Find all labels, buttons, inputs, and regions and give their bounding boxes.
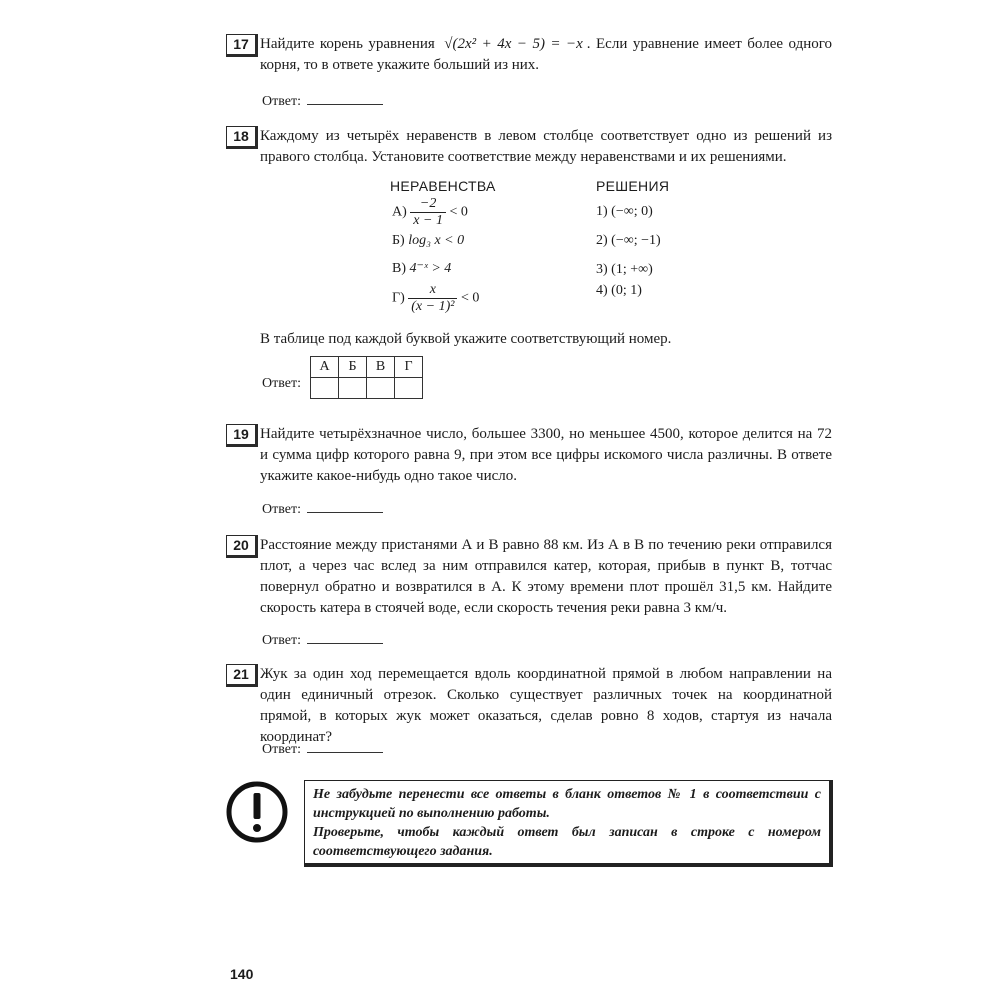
task-number: 20 [226, 535, 258, 558]
answer-label: Ответ: [262, 502, 301, 517]
table-header-b: Б [339, 357, 367, 378]
task-text: Найдите корень уравнения √(2x² + 4x − 5) = −x . Если уравнение имеет более одного корня, то в ответе укажите больший из них. [260, 36, 833, 73]
task-text: Жук за один ход перемещается вдоль координатной прямой в любом направлении на один единичный отрезок. Сколько существует различных точек на координатной прямой, в которых жук может оказаться, сделав ровно 8 ходов, стартуя из начала координат? [260, 666, 832, 745]
equation: √(2x² + 4x − 5) = −x [444, 36, 583, 52]
fraction: $\frac{-2}{x - 1}$ [410, 196, 446, 229]
answer-field [262, 738, 383, 758]
answer-field [262, 90, 383, 110]
task-text: Расстояние между пристанями А и В равно 88 км. Из А в В по течению реки отправился плот, а через час вслед за ним отправился катер, которая, прибыв в пункт В, тотчас повернул обратно и возвратился в А. К этому времени плот прошёл 31,5 км. Найдите скорость катера в стоячей воде, если скорость течения реки равна 3 км/ч. [260, 537, 832, 616]
exclamation-circle-icon [225, 780, 289, 844]
answer-label: Ответ: [262, 742, 301, 757]
task-17 [226, 34, 832, 114]
answer-field [262, 498, 383, 518]
task-number: 21 [226, 664, 258, 687]
answer-label: Ответ: [262, 376, 301, 391]
solutions-header: РЕШЕНИЯ [596, 178, 670, 194]
answer-field [262, 629, 383, 649]
task-21 [226, 664, 832, 764]
solution-3: 3) (1; +∞) [596, 262, 653, 277]
inequality-v: В) 4⁻ˣ > 4 [392, 261, 452, 276]
answer-line[interactable] [307, 738, 383, 753]
answer-label: Ответ: [262, 633, 301, 648]
task-number: 18 [226, 126, 258, 149]
task-text: Найдите четырёхзначное число, большее 3300, но меньшее 4500, которое делится на 72 и сумма цифр которого равна 9, при этом все цифры искомого числа различны. В ответе укажите какое-нибудь одно такое число. [260, 426, 832, 484]
task-18 [226, 126, 832, 416]
answer-cell-g[interactable] [395, 378, 423, 399]
task-number: 17 [226, 34, 258, 57]
page-number: 140 [230, 966, 254, 982]
task-text: Каждому из четырёх неравенств в левом столбце соответствует одно из решений из правого столбца. Установите соответствие между неравенствами и их решениями. [260, 128, 832, 165]
solution-1: 1) (−∞; 0) [596, 204, 653, 219]
table-header-a: А [311, 357, 339, 378]
task-number: 19 [226, 424, 258, 447]
answer-cell-a[interactable] [311, 378, 339, 399]
answer-table [310, 356, 423, 399]
inequality-b: Б) log₃ x < 0 [392, 233, 465, 248]
solution-4: 4) (0; 1) [596, 283, 642, 298]
table-header-v: В [367, 357, 395, 378]
answer-label: Ответ: [262, 94, 301, 109]
table-header-g: Г [395, 357, 423, 378]
answer-cell-b[interactable] [339, 378, 367, 399]
inequalities-header: НЕРАВЕНСТВА [390, 178, 496, 194]
fraction: $\frac{x}{\text{(x − 1)²}}$ [408, 282, 457, 315]
notice-line-1: Не забудьте перенести все ответы в бланк ответов № 1 в соответствии с инструкцией по выполнению работы. [313, 787, 821, 821]
inequality-a: А) $\frac{-2}{x - 1}$ < 0 [392, 196, 468, 228]
notice-box [304, 780, 833, 867]
answer-cell-v[interactable] [367, 378, 395, 399]
inequality-g: Г) $\frac{x}{\text{(x − 1)²}}$ < 0 [392, 282, 480, 314]
notice-text [313, 785, 821, 861]
answer-line[interactable] [307, 90, 383, 105]
solution-2: 2) (−∞; −1) [596, 233, 661, 248]
task-instruction: В таблице под каждой буквой укажите соответствующий номер. [260, 331, 672, 347]
answer-line[interactable] [307, 629, 383, 644]
notice-line-2: Проверьте, чтобы каждый ответ был записан в строке с номером соответствующего задания. [313, 825, 821, 859]
task-19 [226, 424, 832, 517]
answer-line[interactable] [307, 498, 383, 513]
task-20 [226, 535, 832, 648]
